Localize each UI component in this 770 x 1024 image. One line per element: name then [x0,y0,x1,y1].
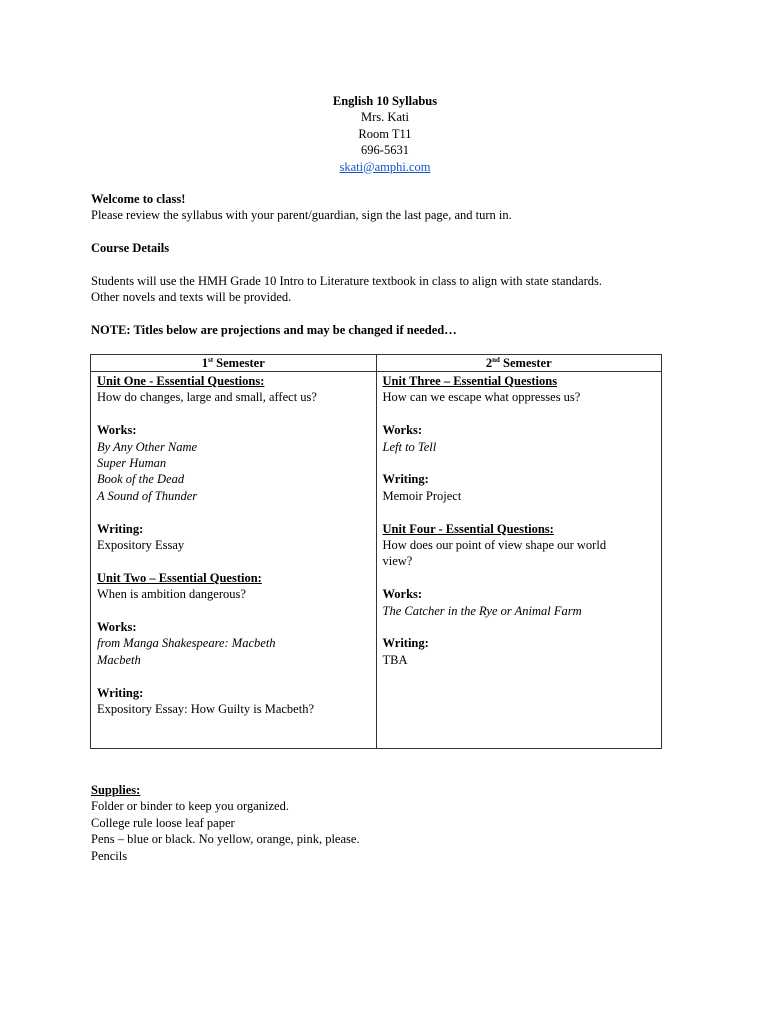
second-semester-cell [376,372,662,749]
welcome-heading: Welcome to class! [91,192,186,206]
unit-four-question-line-2: view? [382,554,413,569]
teacher-name: Mrs. Kati [361,110,409,125]
room-number: Room T11 [358,126,412,141]
unit-two-question: When is ambition dangerous? [97,587,246,602]
semester-schedule-table [90,354,662,749]
course-details-section [91,240,691,306]
unit-one-work: By Any Other Name [97,439,198,454]
unit-two-work: Macbeth [97,652,141,667]
supplies-item: Folder or binder to keep you organized. [91,799,289,814]
unit-three-writing: Memoir Project [382,488,462,503]
unit-two-writing: Expository Essay: How Guilty is Macbeth? [97,702,314,717]
unit-three-writing-label: Writing: [382,472,429,487]
unit-four-writing-label: Writing: [382,636,429,651]
unit-three-work: Left to Tell [382,439,437,454]
unit-two-work: from Manga Shakespeare: Macbeth [97,636,276,651]
second-semester-header: 2nd Semester [376,355,662,372]
supplies-section [91,782,691,864]
supplies-item: College rule loose leaf paper [91,815,235,830]
unit-one-work: A Sound of Thunder [97,488,198,503]
unit-two-writing-label: Writing: [97,685,144,700]
unit-two-heading: Unit Two – Essential Question: [97,570,262,585]
unit-four-work: The Catcher in the Rye or Animal Farm [382,603,582,618]
unit-one-works-label: Works: [97,423,137,438]
supplies-heading: Supplies: [91,783,141,797]
course-details-line-2: Other novels and texts will be provided. [91,290,292,305]
phone-number: 696-5631 [361,143,409,158]
unit-one-work: Super Human [97,456,167,471]
unit-four-writing: TBA [382,652,408,667]
supplies-item: Pens – blue or black. No yellow, orange, pink, please. [91,832,360,847]
welcome-text: Please review the syllabus with your parent/guardian, sign the last page, and turn in. [91,208,512,223]
unit-three-heading: Unit Three – Essential Questions [382,374,558,388]
unit-one-work: Book of the Dead [97,472,185,487]
unit-three-works-label: Works: [382,423,423,438]
email-link[interactable]: skati@amphi.com [339,159,431,174]
first-semester-header: 1st Semester [91,355,377,372]
unit-three-question: How can we escape what oppresses us? [382,390,581,405]
unit-one-question: How do changes, large and small, affect us? [97,390,317,405]
first-semester-cell [91,372,377,749]
course-details-heading: Course Details [91,241,170,255]
unit-one-writing: Expository Essay [97,538,185,553]
document-title: English 10 Syllabus [332,94,438,108]
supplies-item: Pencils [91,848,128,863]
unit-one-heading: Unit One - Essential Questions: [97,374,265,388]
welcome-section [91,191,691,224]
unit-four-heading: Unit Four - Essential Questions: [382,521,554,536]
course-details-line-1: Students will use the HMH Grade 10 Intro to Literature textbook in class to align with state standards. [91,273,603,288]
unit-four-works-label: Works: [382,587,423,602]
projection-note: NOTE: Titles below are projections and may be changed if needed… [91,323,457,337]
unit-two-works-label: Works: [97,620,137,635]
syllabus-header [0,93,770,175]
unit-four-question-line-1: How does our point of view shape our world [382,538,607,553]
unit-one-writing-label: Writing: [97,521,144,536]
